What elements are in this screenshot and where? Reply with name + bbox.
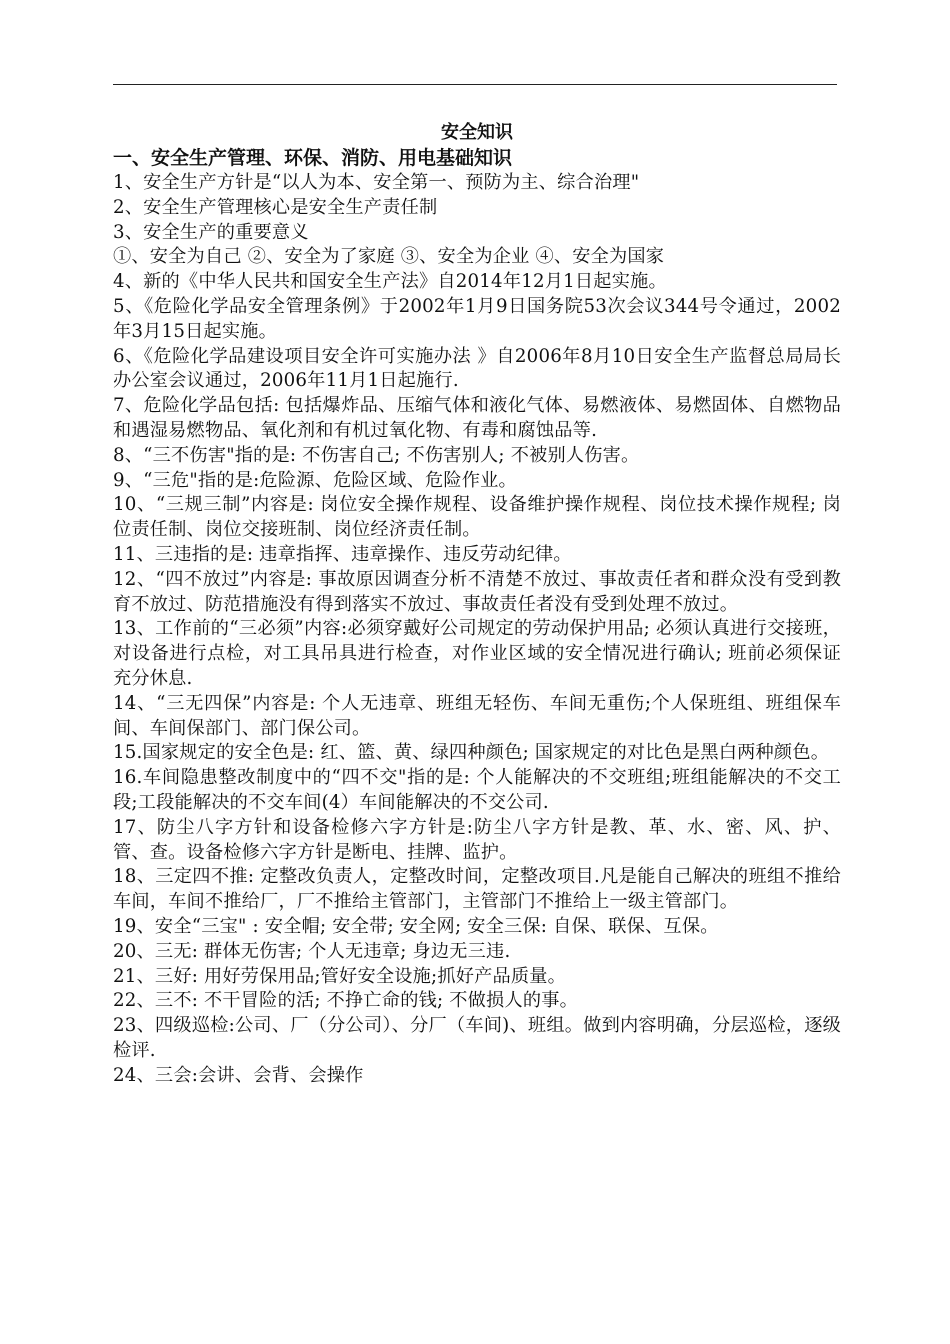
paragraph-15: 15.国家规定的安全色是: 红、篮、黄、绿四种颜色; 国家规定的对比色是黑白两种颜色。 xyxy=(113,742,830,764)
paragraph-9: 9、“三危"指的是:危险源、危险区域、危险作业。 xyxy=(113,469,517,491)
document-title: 安全知识 xyxy=(441,122,513,143)
paragraph-1: 1、安全生产方针是“以人为本、安全第一、预防为主、综合治理" xyxy=(113,172,640,193)
paragraph-19: 19、安全“三宝" : 安全帽; 安全带; 安全网; 安全三保: 自保、联保、互保。 xyxy=(113,915,719,937)
paragraph-22: 22、三不: 不干冒险的活; 不挣亡命的钱; 不做损人的事。 xyxy=(113,990,578,1012)
paragraph-17: 17、防尘八字方针和设备检修六字方针是:防尘八字方针是教、革、水、密、风、护、管、查。设备检修六字方针是断电、挂牌、监护。 xyxy=(113,816,841,863)
paragraph-12: 12、“四不放过”内容是: 事故原因调查分析不清楚不放过、事故责任者和群众没有受到教育不放过、防范措施没有得到落实不放过、事故责任者没有受到处理不放过。 xyxy=(113,568,841,615)
paragraph-14: 14、“三无四保”内容是: 个人无违章、班组无轻伤、车间无重伤;个人保班组、班组保车间、车间保部门、部门保公司。 xyxy=(113,692,841,739)
paragraph-7: 7、危险化学品包括: 包括爆炸品、压缩气体和液化气体、易燃液体、易燃固体、自燃物品和遇湿易燃物品、氧化剂和有机过氧化物、有毒和腐蚀品等. xyxy=(113,395,841,441)
paragraph-23: 23、四级巡检:公司、厂（分公司）、分厂（车间)、班组。做到内容明确，分层巡检，逐级检评. xyxy=(113,1015,841,1061)
paragraph-6: 6、《危险化学品建设项目安全许可实施办法 》自2006年8月10日安全生产监督总局局长办公室会议通过，2006年11月1日起施行. xyxy=(113,345,841,392)
paragraph-4: 4、新的《中华人民共和国安全生产法》自2014年12月1日起实施。 xyxy=(113,271,667,293)
paragraph-8: 8、“三不伤害"指的是: 不伤害自己; 不伤害别人; 不被别人伤害。 xyxy=(113,444,640,466)
paragraph-3: 3、安全生产的重要意义 xyxy=(113,221,309,243)
header-rule xyxy=(113,84,837,85)
document-body xyxy=(113,120,841,1088)
section-heading: 一、安全生产管理、环保、消防、用电基础知识 xyxy=(113,147,513,169)
paragraph-2: 2、安全生产管理核心是安全生产责任制 xyxy=(113,196,438,218)
paragraph-5: 5、《危险化学品安全管理条例》于2002年1月9日国务院53次会议344号令通过，2002年3月15日起实施。 xyxy=(113,295,841,342)
paragraph-16: 16.车间隐患整改制度中的“四不交"指的是: 个人能解决的不交班组;班组能解决的不交工段;工段能解决的不交车间(4）车间能解决的不交公司. xyxy=(113,767,841,813)
paragraph-20: 20、三无: 群体无伤害; 个人无违章; 身边无三违. xyxy=(113,940,511,962)
paragraph-3-items: ①、安全为自己 ②、安全为了家庭 ③、安全为企业 ④、安全为国家 xyxy=(113,246,665,268)
paragraph-24: 24、三会:会讲、会背、会操作 xyxy=(113,1064,364,1086)
paragraph-11: 11、三违指的是: 违章指挥、违章操作、违反劳动纪律。 xyxy=(113,543,572,565)
paragraph-13: 13、工作前的“三必须”内容:必须穿戴好公司规定的劳动保护用品; 必须认真进行交接班，对设备进行点检，对工具吊具进行检查，对作业区域的安全情况进行确认; 班前必须保证充分休息. xyxy=(113,618,841,689)
paragraph-18: 18、三定四不推: 定整改负责人，定整改时间，定整改项目.凡是能自己解决的班组不推给车间，车间不推给厂，厂不推给主管部门，主管部门不推给上一级主管部门。 xyxy=(113,866,841,913)
paragraph-10: 10、“三规三制”内容是: 岗位安全操作规程、设备维护操作规程、岗位技术操作规程; 岗位责任制、岗位交接班制、岗位经济责任制。 xyxy=(113,494,841,541)
paragraph-21: 21、三好: 用好劳保用品;管好安全设施;抓好产品质量。 xyxy=(113,965,567,987)
